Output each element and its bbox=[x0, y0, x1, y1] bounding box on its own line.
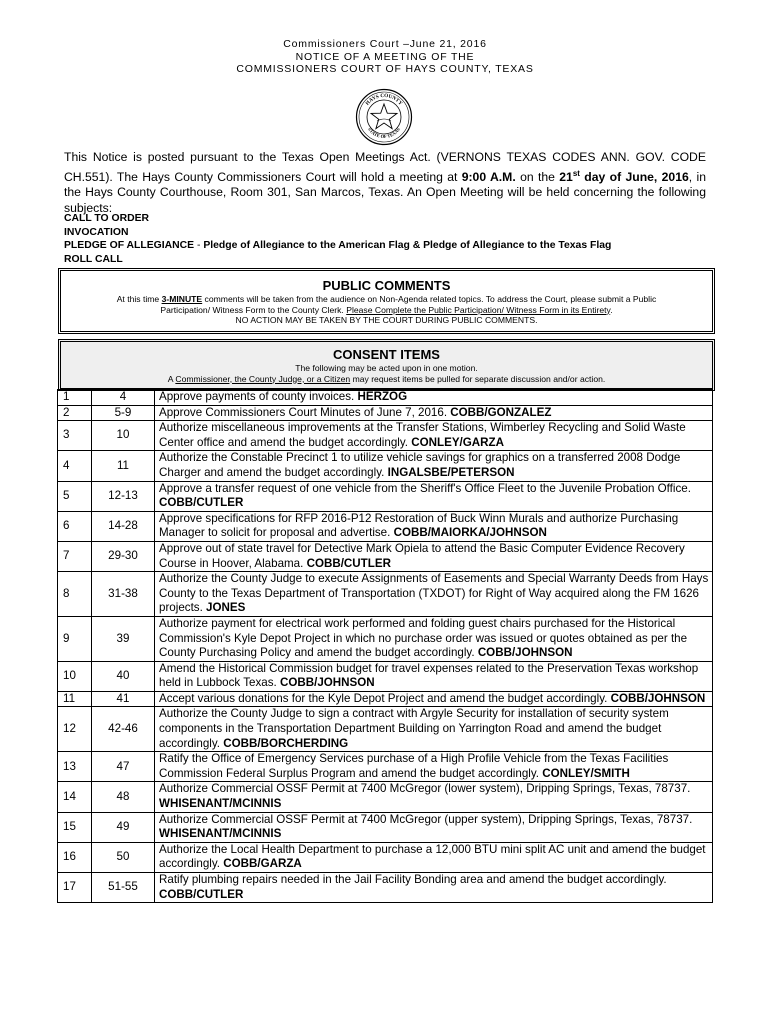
item-sponsor: HERZOG bbox=[357, 390, 408, 403]
item-sponsor: COBB/CUTLER bbox=[159, 496, 244, 510]
item-number: 10 bbox=[58, 661, 92, 691]
table-row bbox=[58, 812, 713, 842]
roll-call: ROLL CALL bbox=[64, 254, 123, 266]
table-row bbox=[58, 782, 713, 812]
item-description: Authorize Commercial OSSF Permit at 7400 McGregor (lower system), Dripping Springs, Texas, 78737. WHISENANT/MCINNIS bbox=[155, 782, 713, 812]
item-pages: 29-30 bbox=[92, 541, 155, 571]
item-pages: 40 bbox=[92, 661, 155, 691]
item-description: Authorize the Local Health Department to purchase a 12,000 BTU mini split AC unit and amend the budget accordingly. COBB/GARZA bbox=[155, 842, 713, 872]
item-pages: 12-13 bbox=[92, 481, 155, 511]
invocation: INVOCATION bbox=[64, 226, 129, 238]
table-row bbox=[58, 661, 713, 691]
item-number: 6 bbox=[58, 511, 92, 541]
item-description: Amend the Historical Commission budget for travel expenses related to the Preservation Texas workshop held in Lubbock Texas. COBB/JOHNSON bbox=[155, 661, 713, 691]
item-number: 2 bbox=[58, 405, 92, 421]
svg-text:STATE OF TEXAS bbox=[367, 126, 401, 139]
county-seal bbox=[355, 88, 413, 146]
item-description: Authorize the Constable Precinct 1 to utilize vehicle savings for graphics on a transferred 2008 Dodge Charger and amend the budget accordingly. INGALSBE/PETERSON bbox=[155, 451, 713, 481]
item-sponsor: COBB/GONZALEZ bbox=[450, 405, 552, 419]
item-description: Ratify plumbing repairs needed in the Jail Facility Bonding area and amend the budget accordingly. COBB/CUTLER bbox=[155, 873, 713, 903]
item-number: 13 bbox=[58, 752, 92, 782]
item-number: 5 bbox=[58, 481, 92, 511]
item-number: 4 bbox=[58, 451, 92, 481]
consent-items-table bbox=[57, 389, 713, 903]
table-row bbox=[58, 405, 713, 421]
item-pages: 51-55 bbox=[92, 873, 155, 903]
item-description: Authorize miscellaneous improvements at the Transfer Stations, Wimberley Recycling and Solid Waste Center office and amend the budget accordingly. CONLEY/GARZA bbox=[155, 421, 713, 451]
item-description: Ratify the Office of Emergency Services purchase of a High Profile Vehicle from the Texas Facilities Commission Federal Surplus Program and amend the budget accordingly. CONLEY/SMITH bbox=[155, 752, 713, 782]
item-pages: 31-38 bbox=[92, 572, 155, 617]
item-description: Authorize Commercial OSSF Permit at 7400 McGregor (upper system), Dripping Springs, Texas, 78737. WHISENANT/MCINNIS bbox=[155, 812, 713, 842]
item-number: 12 bbox=[58, 707, 92, 752]
item-description: Approve a transfer request of one vehicle from the Sheriff's Office Fleet to the Juvenile Probation Office. COBB/CUTLER bbox=[155, 481, 713, 511]
item-description: Approve specifications for RFP 2016-P12 Restoration of Buck Winn Murals and authorize Purchasing Manager to solicit for proposal and advertise. COBB/MAIORKA/JOHNSON bbox=[155, 511, 713, 541]
item-sponsor: CONLEY/SMITH bbox=[542, 766, 630, 780]
document-header bbox=[0, 38, 770, 76]
table-row bbox=[58, 481, 713, 511]
item-description: Authorize the County Judge to sign a contract with Argyle Security for installation of security system components in the Transportation Department Building on Yarrington Road and amend the budget accordingly. COBB/BORCHERDING bbox=[155, 707, 713, 752]
item-sponsor: WHISENANT/MCINNIS bbox=[159, 827, 282, 841]
header-line-3: COMMISSIONERS COURT OF HAYS COUNTY, TEXAS bbox=[236, 63, 534, 76]
table-row bbox=[58, 616, 713, 661]
order-of-business bbox=[64, 212, 724, 267]
item-pages: 41 bbox=[92, 691, 155, 707]
star-icon bbox=[371, 104, 397, 129]
seal-bottom-text: STATE OF TEXAS bbox=[367, 126, 401, 140]
item-pages: 47 bbox=[92, 752, 155, 782]
item-sponsor: COBB/JOHNSON bbox=[477, 646, 573, 660]
table-row bbox=[58, 390, 713, 406]
intro-paragraph: This Notice is posted pursuant to the Texas Open Meetings Act. (VERNONS TEXAS CODES ANN. GOV. CODE CH.551). The Hays County Commissioners Court will hold a meeting at 9:00 A.M. on the 21st day of June, 2016, in the Hays County Courthouse, Room 301, San Marcos, Texas. An Open Meeting will be held concerning the following subjects: bbox=[64, 150, 706, 215]
header-line-2: NOTICE OF A MEETING OF THE bbox=[295, 50, 475, 63]
table-row bbox=[58, 691, 713, 707]
item-number: 3 bbox=[58, 421, 92, 451]
item-pages: 49 bbox=[92, 812, 155, 842]
item-description: Authorize the County Judge to execute Assignments of Easements and Special Warranty Deeds from Hays County to the Texas Department of Transportation (TXDOT) for Right of Way acquired along the FM 1626 projects. JONES bbox=[155, 572, 713, 617]
item-description: Accept various donations for the Kyle Depot Project and amend the budget accordingly. COBB/JOHNSON bbox=[155, 691, 713, 707]
item-number: 9 bbox=[58, 616, 92, 661]
public-comments-text: At this time 3-MINUTE comments will be taken from the audience on Non-Agenda related topics. To address the Court, please submit a Public Participation/ Witness Form to the County Clerk. Please Complete the Public Participation/ Witness Form in its Entirety. NO ACTION MAY BE TAKEN BY THE COURT DURING PUBLIC COMMENTS. bbox=[116, 294, 657, 326]
seal-top-text: HAYS COUNTY bbox=[364, 92, 404, 107]
item-sponsor: COBB/BORCHERDING bbox=[223, 736, 349, 750]
table-row bbox=[58, 421, 713, 451]
item-number: 11 bbox=[58, 691, 92, 707]
consent-items-title: CONSENT ITEMS bbox=[333, 347, 440, 362]
item-sponsor: COBB/CUTLER bbox=[159, 887, 244, 901]
item-pages: 39 bbox=[92, 616, 155, 661]
item-pages: 10 bbox=[92, 421, 155, 451]
header-line-1: Commissioners Court –June 21, 2016 bbox=[283, 38, 487, 50]
item-sponsor: COBB/JOHNSON bbox=[610, 691, 706, 705]
item-sponsor: COBB/GARZA bbox=[223, 857, 302, 871]
item-pages: 48 bbox=[92, 782, 155, 812]
item-number: 8 bbox=[58, 572, 92, 617]
consent-items-box bbox=[58, 339, 715, 391]
item-number: 7 bbox=[58, 541, 92, 571]
item-pages: 5-9 bbox=[92, 405, 155, 421]
item-sponsor: WHISENANT/MCINNIS bbox=[159, 797, 282, 811]
item-description: Approve out of state travel for Detective Mark Opiela to attend the Basic Computer Evidence Recovery Course in Hoover, Alabama. COBB/CUTLER bbox=[155, 541, 713, 571]
table-row bbox=[58, 873, 713, 903]
item-pages: 14-28 bbox=[92, 511, 155, 541]
table-row bbox=[58, 451, 713, 481]
table-row bbox=[58, 707, 713, 752]
table-row bbox=[58, 511, 713, 541]
item-description: Approve Commissioners Court Minutes of June 7, 2016. COBB/GONZALEZ bbox=[155, 405, 713, 421]
call-to-order: CALL TO ORDER bbox=[64, 213, 150, 224]
item-pages: 50 bbox=[92, 842, 155, 872]
item-pages: 4 bbox=[92, 390, 155, 406]
table-row bbox=[58, 842, 713, 872]
item-sponsor: COBB/MAIORKA/JOHNSON bbox=[393, 526, 547, 540]
public-comments-title: PUBLIC COMMENTS bbox=[322, 278, 451, 293]
item-number: 14 bbox=[58, 782, 92, 812]
item-pages: 42-46 bbox=[92, 707, 155, 752]
table-row bbox=[58, 572, 713, 617]
item-sponsor: JONES bbox=[206, 601, 246, 615]
item-number: 16 bbox=[58, 842, 92, 872]
item-sponsor: CONLEY/GARZA bbox=[411, 435, 504, 449]
consent-items-text: The following may be acted upon in one motion. A Commissioner, the County Judge, or a Citizen may request items be pulled for separate discussion and/or action. bbox=[167, 363, 606, 384]
item-number: 17 bbox=[58, 873, 92, 903]
item-sponsor: INGALSBE/PETERSON bbox=[387, 465, 515, 479]
public-comments-box bbox=[58, 268, 715, 334]
table-row bbox=[58, 541, 713, 571]
item-number: 1 bbox=[58, 390, 92, 406]
item-pages: 11 bbox=[92, 451, 155, 481]
item-sponsor: COBB/CUTLER bbox=[306, 556, 391, 570]
item-description: Authorize payment for electrical work performed and folding guest chairs purchased for the Historical Commission's Kyle Depot Project in which no purchase order was issued or quotes obtained as per the County Purchasing Policy and amend the budget accordingly. COBB/JOHNSON bbox=[155, 616, 713, 661]
item-description: Approve payments of county invoices. HERZOG bbox=[155, 390, 713, 406]
item-number: 15 bbox=[58, 812, 92, 842]
item-sponsor: COBB/JOHNSON bbox=[279, 676, 375, 690]
table-row bbox=[58, 752, 713, 782]
pledge-of-allegiance: PLEDGE OF ALLEGIANCE - Pledge of Allegiance to the American Flag & Pledge of Allegiance to the Texas Flag bbox=[64, 240, 612, 252]
